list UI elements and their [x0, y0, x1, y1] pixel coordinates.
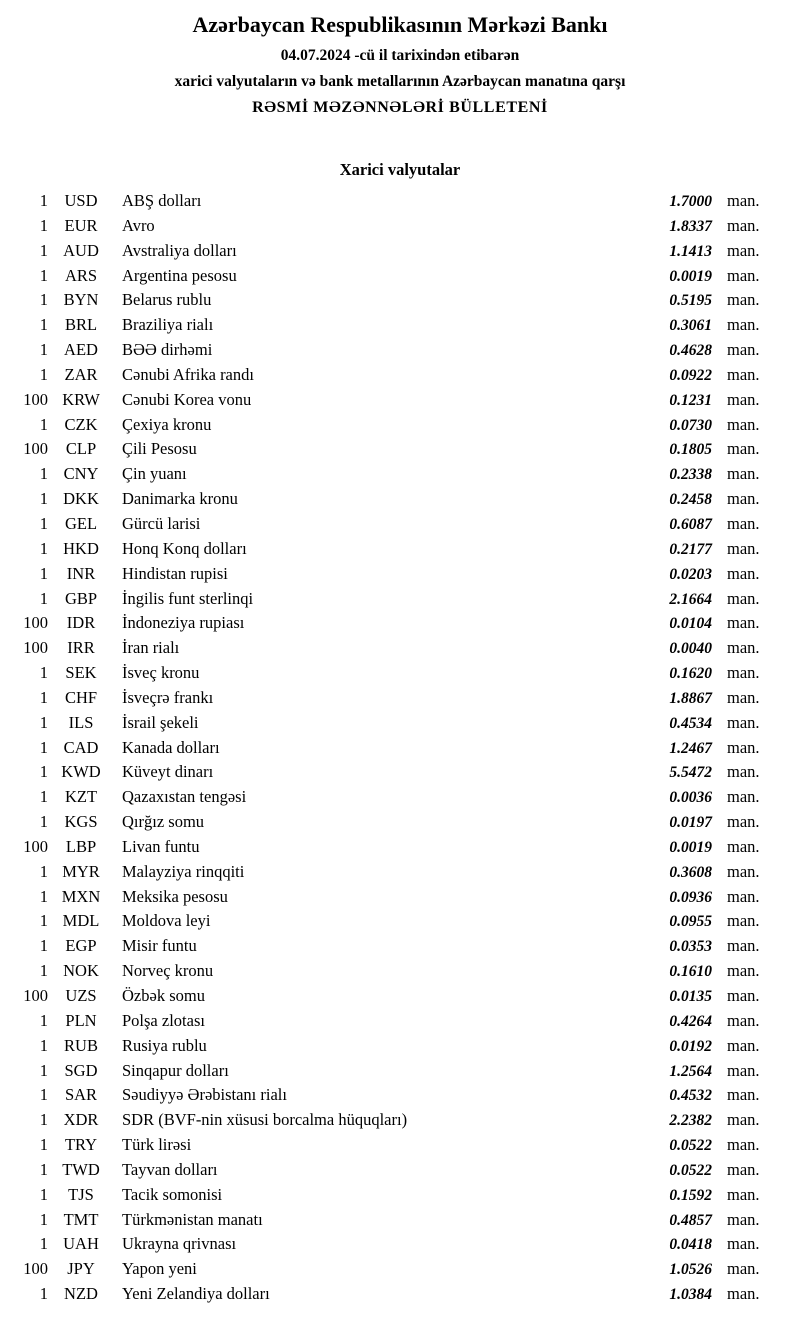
rate-qty: 1	[39, 538, 48, 558]
rate-name: İndoneziya rupiası	[122, 613, 245, 633]
table-row	[0, 1061, 772, 1086]
rate-unit: man.	[727, 663, 760, 683]
rate-name: Sinqapur dolları	[122, 1060, 229, 1080]
rate-name: Belarus rublu	[122, 290, 212, 310]
rate-code: KGS	[64, 812, 98, 832]
table-row	[0, 613, 772, 638]
rate-code: SGD	[64, 1060, 98, 1080]
rate-unit: man.	[727, 439, 760, 459]
rate-qty: 1	[39, 1284, 48, 1304]
rate-unit: man.	[727, 1259, 760, 1279]
rate-qty: 1	[39, 1060, 48, 1080]
rate-name: İsveç kronu	[122, 663, 200, 683]
rate-code: MYR	[62, 861, 100, 881]
rate-qty: 1	[39, 1110, 48, 1130]
rate-unit: man.	[727, 265, 760, 285]
rate-unit: man.	[727, 389, 760, 409]
rate-code: HKD	[63, 538, 99, 558]
table-row	[0, 1284, 772, 1309]
rate-name: Moldova leyi	[122, 911, 211, 931]
rate-name: Honq Konq dolları	[122, 538, 247, 558]
rate-qty: 1	[39, 364, 48, 384]
rate-qty: 100	[23, 638, 48, 658]
rate-unit: man.	[727, 1060, 760, 1080]
rate-code: SEK	[65, 663, 97, 683]
rate-qty: 100	[23, 613, 48, 633]
rate-code: AUD	[63, 240, 99, 260]
table-row	[0, 241, 772, 266]
table-row	[0, 464, 772, 489]
table-row	[0, 1036, 772, 1061]
rate-qty: 1	[39, 737, 48, 757]
rate-value: 1.1413	[669, 242, 712, 260]
rate-unit: man.	[727, 489, 760, 509]
rate-qty: 1	[39, 712, 48, 732]
rate-unit: man.	[727, 1085, 760, 1105]
rate-name: Hindistan rupisi	[122, 563, 228, 583]
rate-code: CZK	[64, 414, 98, 434]
table-row	[0, 1160, 772, 1185]
rate-value: 5.5472	[669, 764, 712, 782]
rate-qty: 1	[39, 588, 48, 608]
document-header	[0, 0, 800, 118]
rate-value: 0.4628	[669, 342, 712, 360]
rate-code: IDR	[66, 613, 96, 633]
table-row	[0, 1210, 772, 1235]
rate-code: PLN	[65, 1010, 97, 1030]
rate-code: USD	[64, 191, 98, 210]
rate-unit: man.	[727, 1110, 760, 1130]
rate-qty: 1	[39, 1184, 48, 1204]
table-row	[0, 911, 772, 936]
rate-unit: man.	[727, 961, 760, 981]
table-row	[0, 390, 772, 415]
rate-name: Meksika pesosu	[122, 886, 228, 906]
rate-name: Avro	[122, 215, 155, 235]
rate-value: 0.0104	[669, 615, 712, 633]
rate-value: 0.4532	[669, 1087, 712, 1105]
table-row	[0, 837, 772, 862]
rate-unit: man.	[727, 911, 760, 931]
rate-value: 0.0036	[669, 789, 712, 807]
bulletin-title: RƏSMİ MƏZƏNNƏLƏRİ BÜLLETENİ	[252, 99, 548, 116]
rate-unit: man.	[727, 240, 760, 260]
table-row	[0, 1085, 772, 1110]
rate-code: UAH	[63, 1234, 99, 1254]
rate-value: 0.4264	[669, 1012, 712, 1030]
rate-value: 0.5195	[669, 292, 712, 310]
rate-value: 0.6087	[669, 515, 712, 533]
rate-code: CLP	[65, 439, 97, 459]
rate-name: Tayvan dolları	[122, 1159, 218, 1179]
rate-value: 2.2382	[669, 1112, 712, 1130]
rate-name: Norveç kronu	[122, 961, 214, 981]
rate-value: 0.0019	[669, 838, 712, 856]
table-row	[0, 936, 772, 961]
table-row	[0, 713, 772, 738]
bulletin-subtitle: xarici valyutaların və bank metallarının Azərbaycan manatına qarşı	[174, 73, 626, 90]
rate-unit: man.	[727, 414, 760, 434]
rate-name: Misir funtu	[122, 936, 197, 956]
rate-name: Səudiyyə Ərəbistanı rialı	[122, 1085, 287, 1105]
rate-value: 0.4857	[669, 1211, 712, 1229]
rate-name: Avstraliya dolları	[122, 240, 237, 260]
table-row	[0, 340, 772, 365]
rate-qty: 100	[23, 836, 48, 856]
rate-unit: man.	[727, 886, 760, 906]
rate-unit: man.	[727, 215, 760, 235]
table-row	[0, 489, 772, 514]
rate-name: Çexiya kronu	[122, 414, 212, 434]
rate-unit: man.	[727, 836, 760, 856]
rate-value: 1.0384	[669, 1286, 712, 1304]
rate-value: 0.4534	[669, 714, 712, 732]
rate-name: Qırğız somu	[122, 812, 205, 832]
rate-qty: 1	[39, 191, 48, 210]
rate-code: ZAR	[64, 364, 98, 384]
rate-unit: man.	[727, 861, 760, 881]
rate-unit: man.	[727, 787, 760, 807]
rate-qty: 1	[39, 1010, 48, 1030]
rate-qty: 100	[23, 1259, 48, 1279]
rate-value: 0.0936	[669, 888, 712, 906]
table-row	[0, 738, 772, 763]
rate-value: 0.0418	[669, 1236, 712, 1254]
rate-unit: man.	[727, 1184, 760, 1204]
table-row	[0, 266, 772, 291]
rate-name: Yeni Zelandiya dolları	[122, 1284, 270, 1304]
table-row	[0, 514, 772, 539]
table-row	[0, 365, 772, 390]
rate-name: Cənubi Afrika randı	[122, 364, 254, 384]
rate-unit: man.	[727, 1135, 760, 1155]
rate-code: CHF	[64, 687, 98, 707]
rate-code: BYN	[63, 290, 99, 310]
rate-value: 0.1805	[669, 441, 712, 459]
rate-name: Türkmənistan manatı	[122, 1209, 263, 1229]
rate-code: TJS	[68, 1184, 94, 1204]
table-row	[0, 787, 772, 812]
rate-name: Çili Pesosu	[122, 439, 197, 459]
table-row	[0, 539, 772, 564]
rate-qty: 1	[39, 762, 48, 782]
table-row	[0, 216, 772, 241]
rate-name: BƏƏ dirhəmi	[122, 340, 213, 360]
rate-qty: 1	[39, 1159, 48, 1179]
rate-qty: 1	[39, 687, 48, 707]
rate-qty: 100	[23, 439, 48, 459]
table-row	[0, 663, 772, 688]
rate-qty: 1	[39, 464, 48, 484]
rate-qty: 1	[39, 1234, 48, 1254]
rate-code: MDL	[62, 911, 100, 931]
rate-value: 0.1231	[669, 391, 712, 409]
rate-code: KZT	[64, 787, 98, 807]
rate-name: Gürcü larisi	[122, 513, 201, 533]
rate-qty: 1	[39, 961, 48, 981]
table-row	[0, 191, 772, 216]
rate-unit: man.	[727, 687, 760, 707]
rate-name: Çin yuanı	[122, 464, 187, 484]
rate-code: INR	[66, 563, 96, 583]
rate-qty: 1	[39, 1135, 48, 1155]
rate-code: KWD	[61, 762, 101, 782]
rate-name: Malayziya rinqqiti	[122, 861, 245, 881]
rate-qty: 1	[39, 215, 48, 235]
rate-unit: man.	[727, 936, 760, 956]
rate-value: 0.0955	[669, 913, 712, 931]
rate-code: GEL	[64, 513, 98, 533]
table-row	[0, 1011, 772, 1036]
rate-value: 0.0040	[669, 640, 712, 658]
rate-value: 0.1610	[669, 963, 712, 981]
rate-name: Cənubi Korea vonu	[122, 389, 252, 409]
rate-qty: 1	[39, 812, 48, 832]
rate-unit: man.	[727, 513, 760, 533]
rate-qty: 100	[23, 389, 48, 409]
rate-name: Livan funtu	[122, 836, 200, 856]
rate-qty: 1	[39, 290, 48, 310]
rate-unit: man.	[727, 563, 760, 583]
rate-unit: man.	[727, 712, 760, 732]
rate-value: 0.1620	[669, 665, 712, 683]
rate-qty: 1	[39, 513, 48, 533]
effective-date-line: 04.07.2024 -cü il tarixindən etibarən	[280, 47, 520, 64]
rate-qty: 1	[39, 265, 48, 285]
rate-value: 1.8867	[669, 689, 712, 707]
rate-qty: 100	[23, 986, 48, 1005]
rate-qty: 1	[39, 1209, 48, 1229]
table-row	[0, 812, 772, 837]
rate-unit: man.	[727, 315, 760, 335]
table-row	[0, 1234, 772, 1259]
rate-value: 1.7000	[669, 193, 712, 210]
rate-value: 0.3608	[669, 863, 712, 881]
table-row	[0, 290, 772, 315]
rate-code: GBP	[64, 588, 98, 608]
rate-value: 1.0526	[669, 1261, 712, 1279]
rate-qty: 1	[39, 787, 48, 807]
rate-name: Ukrayna qrivnası	[122, 1234, 237, 1254]
rate-code: DKK	[63, 489, 99, 509]
rate-code: KRW	[62, 389, 100, 409]
rate-value: 0.0203	[669, 565, 712, 583]
rate-unit: man.	[727, 1234, 760, 1254]
rate-name: ABŞ dolları	[122, 191, 202, 210]
rate-qty: 1	[39, 240, 48, 260]
rate-unit: man.	[727, 1284, 760, 1304]
rate-code: EUR	[64, 215, 98, 235]
rate-unit: man.	[727, 290, 760, 310]
rate-unit: man.	[727, 1159, 760, 1179]
rate-value: 0.0135	[669, 988, 712, 1005]
rate-qty: 1	[39, 414, 48, 434]
rate-unit: man.	[727, 762, 760, 782]
table-row	[0, 986, 772, 1011]
rate-value: 0.2458	[669, 491, 712, 509]
rate-code: BRL	[64, 315, 98, 335]
rate-code: ARS	[64, 265, 98, 285]
rate-unit: man.	[727, 812, 760, 832]
rate-code: LBP	[65, 836, 97, 856]
rate-code: ILS	[68, 712, 94, 732]
section-title-foreign-currencies: Xarici valyutalar	[339, 160, 461, 179]
rate-qty: 1	[39, 563, 48, 583]
rate-qty: 1	[39, 861, 48, 881]
rate-unit: man.	[727, 464, 760, 484]
rate-name: Danimarka kronu	[122, 489, 238, 509]
rate-code: NOK	[63, 961, 99, 981]
rate-name: Türk lirəsi	[122, 1135, 192, 1155]
rate-value: 0.2177	[669, 540, 712, 558]
rate-unit: man.	[727, 737, 760, 757]
table-row	[0, 688, 772, 713]
rate-code: RUB	[64, 1035, 98, 1055]
table-row	[0, 887, 772, 912]
rate-name: İsveçrə frankı	[122, 687, 214, 707]
rate-qty: 1	[39, 936, 48, 956]
table-row	[0, 862, 772, 887]
rate-unit: man.	[727, 1010, 760, 1030]
table-row	[0, 762, 772, 787]
rate-code: IRR	[67, 638, 95, 658]
rate-value: 0.0730	[669, 416, 712, 434]
rate-code: NZD	[64, 1284, 98, 1304]
rate-value: 1.8337	[669, 217, 712, 235]
rate-qty: 1	[39, 340, 48, 360]
rate-value: 0.0019	[669, 267, 712, 285]
rate-name: Özbək somu	[122, 986, 205, 1005]
rate-value: 0.0922	[669, 366, 712, 384]
table-row	[0, 564, 772, 589]
rates-table-body	[0, 191, 800, 1309]
rate-code: XDR	[63, 1110, 99, 1130]
rate-code: EGP	[65, 936, 97, 956]
table-row	[0, 589, 772, 614]
rate-unit: man.	[727, 638, 760, 658]
rate-name: Kanada dolları	[122, 737, 220, 757]
rate-value: 0.0353	[669, 938, 712, 956]
rate-qty: 1	[39, 1035, 48, 1055]
rate-value: 0.0522	[669, 1137, 712, 1155]
table-row	[0, 1259, 772, 1284]
rate-unit: man.	[727, 1035, 760, 1055]
table-row	[0, 961, 772, 986]
rate-value: 1.2467	[669, 739, 712, 757]
rate-unit: man.	[727, 613, 760, 633]
rate-value: 0.1592	[669, 1186, 712, 1204]
table-row	[0, 1185, 772, 1210]
rate-name: İsrail şekeli	[122, 712, 199, 732]
table-row	[0, 315, 772, 340]
rate-unit: man.	[727, 340, 760, 360]
rate-qty: 1	[39, 315, 48, 335]
rate-code: MXN	[61, 886, 101, 906]
rate-name: Qazaxıstan tengəsi	[122, 787, 247, 807]
table-row	[0, 1135, 772, 1160]
rate-unit: man.	[727, 191, 760, 210]
rate-qty: 1	[39, 489, 48, 509]
table-row	[0, 439, 772, 464]
rate-unit: man.	[727, 364, 760, 384]
rate-code: SAR	[64, 1085, 98, 1105]
bank-title: Azərbaycan Respublikasının Mərkəzi Bankı	[192, 12, 608, 37]
rate-name: Argentina pesosu	[122, 265, 237, 285]
rate-qty: 1	[39, 911, 48, 931]
rate-name: Rusiya rublu	[122, 1035, 207, 1055]
rate-code: CNY	[63, 464, 99, 484]
rate-value: 0.0197	[669, 814, 712, 832]
rate-code: CAD	[63, 737, 99, 757]
rate-qty: 1	[39, 663, 48, 683]
rate-qty: 1	[39, 1085, 48, 1105]
rate-name: İngilis funt sterlinqi	[122, 588, 254, 608]
rate-code: JPY	[67, 1259, 95, 1279]
rate-qty: 1	[39, 886, 48, 906]
rate-name: Tacik somonisi	[122, 1184, 223, 1204]
rate-code: TWD	[62, 1159, 100, 1179]
table-row	[0, 415, 772, 440]
rate-value: 0.0192	[669, 1037, 712, 1055]
rate-value: 0.0522	[669, 1161, 712, 1179]
rate-name: Küveyt dinarı	[122, 762, 214, 782]
rate-name: SDR (BVF-nin xüsusi borcalma hüquqları)	[122, 1110, 408, 1130]
table-row	[0, 638, 772, 663]
rate-value: 1.2564	[669, 1062, 712, 1080]
rate-unit: man.	[727, 1209, 760, 1229]
rate-value: 0.3061	[669, 317, 712, 335]
rate-name: Polşa zlotası	[122, 1010, 205, 1030]
rate-value: 0.2338	[669, 466, 712, 484]
rate-code: TMT	[63, 1209, 99, 1229]
rate-code: TRY	[64, 1135, 98, 1155]
rate-unit: man.	[727, 986, 760, 1005]
rate-code: UZS	[65, 986, 97, 1005]
rate-unit: man.	[727, 588, 760, 608]
table-row	[0, 1110, 772, 1135]
rate-name: İran rialı	[122, 638, 180, 658]
rate-value: 2.1664	[669, 590, 712, 608]
rate-name: Yapon yeni	[122, 1259, 197, 1279]
rate-unit: man.	[727, 538, 760, 558]
rate-name: Braziliya rialı	[122, 315, 214, 335]
rate-code: AED	[64, 340, 98, 360]
